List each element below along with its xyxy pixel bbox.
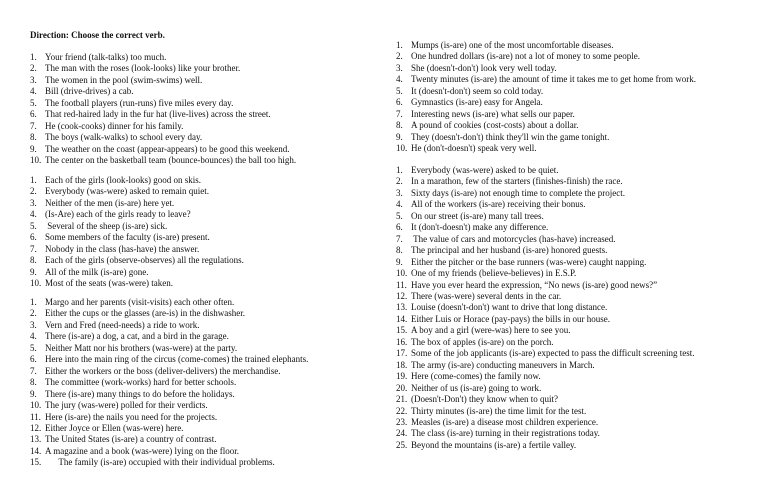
item-sentence: Louise (doesn't-don't) want to drive that long distance. — [411, 302, 608, 313]
item-sentence: The football players (run-runs) five miles every day. — [45, 97, 234, 108]
sentence-item — [30, 244, 244, 255]
item-sentence: Either Luis or Horace (pay-pays) the bills in our house. — [411, 313, 610, 324]
sentence-item — [396, 314, 695, 325]
item-sentence: Beyond the mountains (is-are) a fertile valley. — [411, 439, 577, 450]
item-number: 7. — [396, 233, 403, 244]
item-sentence: All of the milk (is-are) gone. — [45, 266, 149, 277]
sentence-item — [396, 120, 696, 131]
item-number: 10. — [30, 400, 42, 411]
item-sentence: Sixty days (is-are) not enough time to complete the project. — [411, 187, 625, 198]
item-sentence: The United States (is-are) a country of contrast. — [45, 434, 217, 445]
item-number: 6. — [30, 109, 37, 120]
item-number: 3. — [30, 197, 37, 208]
right-exercise-2 — [396, 165, 695, 451]
sentence-item — [396, 302, 695, 313]
sentence-item — [396, 143, 696, 154]
item-sentence: Each of the girls (observe-observes) all the regulations. — [45, 255, 244, 266]
item-sentence: Mumps (is-are) one of the most uncomfortable diseases. — [411, 40, 614, 50]
item-number: 2. — [30, 186, 37, 197]
item-sentence: The women in the pool (swim-swims) well. — [45, 74, 203, 85]
sentence-item — [396, 428, 695, 439]
sentence-item — [30, 267, 244, 278]
item-sentence: Either the cups or the glasses (are-is) in the dishwasher. — [45, 308, 245, 319]
item-number: 9. — [30, 143, 37, 154]
item-sentence: The principal and her husband (is-are) honored guests. — [411, 245, 608, 256]
sentence-item — [30, 320, 308, 331]
item-sentence: It (don't-doesn't) make any difference. — [411, 222, 549, 233]
sentence-item — [396, 245, 695, 256]
item-number: 1. — [30, 297, 37, 307]
item-number: 5. — [30, 220, 37, 231]
item-number: 7. — [30, 365, 37, 376]
item-number: 3. — [396, 187, 403, 198]
sentence-item — [30, 412, 308, 423]
sentence-item — [30, 155, 296, 166]
sentence-item — [396, 417, 695, 428]
sentence-item — [30, 354, 308, 365]
sentence-item — [396, 211, 695, 222]
item-number: 1. — [396, 165, 403, 175]
item-sentence: The jury (was-were) polled for their verdicts. — [45, 400, 208, 411]
right-exercise-1 — [396, 40, 696, 155]
item-sentence: Everybody (was-were) asked to be quiet. — [411, 165, 559, 175]
sentence-item — [396, 325, 695, 336]
item-sentence: The value of cars and motorcycles (has-have) increased. — [411, 233, 616, 244]
left-exercise-3 — [30, 297, 308, 469]
sentence-item — [30, 198, 244, 209]
item-sentence: Gymnastics (is-are) easy for Angela. — [411, 97, 543, 108]
item-number: 22. — [396, 405, 408, 416]
item-number: 5. — [396, 210, 403, 221]
sentence-item — [396, 165, 695, 176]
item-sentence: Most of the seats (was-were) taken. — [45, 278, 173, 289]
sentence-item — [30, 186, 244, 197]
item-number: 10. — [30, 155, 42, 166]
item-sentence: Twenty minutes (is-are) the amount of time it takes me to get home from work. — [411, 74, 697, 85]
item-sentence: Neither Matt nor his brothers (was-were) at the party. — [45, 342, 238, 353]
item-number: 15. — [30, 457, 42, 468]
item-number: 4. — [396, 199, 403, 210]
item-sentence: Some of the job applicants (is-are) expected to pass the difficult screening test. — [411, 348, 695, 359]
sentence-item — [396, 383, 695, 394]
sentence-item — [396, 268, 695, 279]
sentence-item — [30, 86, 296, 97]
item-number: 4. — [396, 74, 403, 85]
direction-heading: Direction: Choose the correct verb. — [30, 30, 165, 40]
item-sentence: (Is-Are) each of the girls ready to leave? — [45, 209, 191, 220]
item-sentence: The box of apples (is-are) on the porch. — [411, 336, 554, 347]
item-number: 7. — [30, 120, 37, 131]
item-sentence: Bill (drive-drives) a cab. — [45, 86, 134, 97]
sentence-item — [396, 371, 695, 382]
item-sentence: All of the workers (is-are) receiving their bonus. — [411, 199, 586, 210]
sentence-item — [30, 132, 296, 143]
sentence-item — [396, 188, 695, 199]
item-sentence: Interesting news (is-are) what sells our paper. — [411, 108, 575, 119]
item-number: 8. — [396, 120, 403, 131]
item-sentence: Here (come-comes) the family now. — [411, 371, 541, 382]
sentence-item — [396, 86, 696, 97]
left-exercise-1 — [30, 52, 296, 167]
item-number: 7. — [30, 243, 37, 254]
item-number: 3. — [30, 74, 37, 85]
sentence-item — [396, 199, 695, 210]
item-number: 12. — [30, 422, 42, 433]
item-sentence: Several of the sheep (is-are) sick. — [45, 220, 168, 231]
sentence-item — [30, 278, 244, 289]
item-sentence: Measles (is-are) a disease most children experience. — [411, 416, 599, 427]
sentence-item — [30, 121, 296, 132]
item-number: 4. — [30, 86, 37, 97]
sentence-item — [30, 98, 296, 109]
item-sentence: Everybody (was-were) asked to remain quiet. — [45, 186, 209, 197]
sentence-item — [396, 406, 695, 417]
item-sentence: Margo and her parents (visit-visits) each other often. — [45, 297, 235, 307]
item-number: 11. — [396, 279, 407, 290]
item-number: 5. — [30, 97, 37, 108]
item-number: 16. — [396, 336, 408, 347]
sentence-item — [396, 360, 695, 371]
item-number: 11. — [30, 411, 41, 422]
sentence-item — [30, 144, 296, 155]
item-sentence: Either the pitcher or the base runners (was-were) caught napping. — [411, 256, 647, 267]
item-sentence: She (doesn't-don't) look very well today. — [411, 62, 557, 73]
sentence-item — [30, 232, 244, 243]
item-sentence: Have you ever heard the expression, “No news (is-are) good news?” — [411, 279, 658, 290]
item-sentence: It (doesn't-don't) seem so cold today. — [411, 85, 544, 96]
item-number: 13. — [396, 302, 408, 313]
item-number: 3. — [396, 62, 403, 73]
sentence-item — [396, 257, 695, 268]
sentence-item — [396, 40, 696, 51]
sentence-item — [30, 400, 308, 411]
item-sentence: There (is-are) many things to do before the holidays. — [45, 388, 235, 399]
sentence-item — [396, 222, 695, 233]
item-number: 2. — [396, 51, 403, 62]
item-number: 21. — [396, 394, 408, 405]
sentence-item — [30, 389, 308, 400]
sentence-item — [396, 63, 696, 74]
item-sentence: The class (is-are) turning in their registrations today. — [411, 428, 600, 439]
item-sentence: Each of the girls (look-looks) good on skis. — [45, 175, 201, 185]
item-number: 19. — [396, 371, 408, 382]
item-number: 1. — [396, 40, 403, 50]
item-number: 6. — [396, 97, 403, 108]
item-sentence: The boys (walk-walks) to school every day. — [45, 132, 203, 143]
sentence-item — [30, 343, 308, 354]
sentence-item — [30, 377, 308, 388]
item-sentence: The weather on the coast (appear-appears) to be good this weekend. — [45, 143, 290, 154]
item-sentence: The family (is-are) occupied with their individual problems. — [45, 457, 275, 468]
item-number: 24. — [396, 428, 408, 439]
sentence-item — [396, 74, 696, 85]
item-sentence: Either Joyce or Ellen (was-were) here. — [45, 422, 184, 433]
sentence-item — [30, 457, 308, 468]
item-sentence: In a marathon, few of the starters (finishes-finish) the race. — [411, 176, 623, 187]
sentence-item — [396, 440, 695, 451]
item-sentence: Vern and Fred (need-needs) a ride to work. — [45, 319, 200, 330]
sentence-item — [396, 109, 696, 120]
item-sentence: Neither of the men (is-are) here yet. — [45, 197, 175, 208]
item-sentence: Either the workers or the boss (deliver-delivers) the merchandise. — [45, 365, 281, 376]
item-sentence: Nobody in the class (has-have) the answer. — [45, 243, 200, 254]
item-number: 8. — [30, 132, 37, 143]
item-number: 15. — [396, 325, 408, 336]
item-number: 9. — [396, 256, 403, 267]
item-sentence: One of my friends (believe-believes) in E.S.P. — [411, 268, 577, 279]
sentence-item — [30, 52, 296, 63]
sentence-item — [396, 234, 695, 245]
item-number: 5. — [396, 85, 403, 96]
sentence-item — [396, 97, 696, 108]
item-sentence: There (was-were) several dents in the car. — [411, 290, 562, 301]
item-number: 7. — [396, 108, 403, 119]
sentence-item — [30, 446, 308, 457]
item-sentence: Your friend (talk-talks) too much. — [45, 52, 167, 62]
item-sentence: Here into the main ring of the circus (come-comes) the trained elephants. — [45, 354, 309, 365]
left-exercise-2 — [30, 175, 244, 290]
sentence-item — [396, 348, 695, 359]
item-sentence: He (cook-cooks) dinner for his family. — [45, 120, 184, 131]
item-number: 17. — [396, 348, 408, 359]
item-number: 6. — [30, 232, 37, 243]
sentence-item — [30, 109, 296, 120]
item-number: 3. — [30, 319, 37, 330]
item-number: 9. — [30, 266, 37, 277]
item-number: 1. — [30, 52, 37, 62]
item-number: 4. — [30, 209, 37, 220]
item-number: 4. — [30, 331, 37, 342]
item-sentence: The army (is-are) conducting maneuvers in March. — [411, 359, 595, 370]
item-number: 1. — [30, 175, 37, 185]
sentence-item — [30, 75, 296, 86]
item-number: 23. — [396, 416, 408, 427]
item-number: 2. — [30, 63, 37, 74]
sentence-item — [30, 255, 244, 266]
item-sentence: They (doesn't-don't) think they'll win the game tonight. — [411, 131, 610, 142]
sentence-item — [30, 331, 308, 342]
item-number: 9. — [30, 388, 37, 399]
sentence-item — [396, 176, 695, 187]
item-sentence: The man with the roses (look-looks) like your brother. — [45, 63, 241, 74]
item-number: 12. — [396, 290, 408, 301]
item-sentence: The committee (work-works) hard for better schools. — [45, 377, 237, 388]
sentence-item — [396, 394, 695, 405]
sentence-item — [30, 63, 296, 74]
item-number: 10. — [396, 268, 408, 279]
item-sentence: Here (is-are) the nails you need for the projects. — [45, 411, 218, 422]
sentence-item — [30, 175, 244, 186]
item-number: 6. — [30, 354, 37, 365]
item-number: 20. — [396, 382, 408, 393]
item-number: 25. — [396, 439, 408, 450]
item-sentence: Thirty minutes (is-are) the time limit for the test. — [411, 405, 587, 416]
item-number: 2. — [30, 308, 37, 319]
sentence-item — [30, 297, 308, 308]
item-number: 5. — [30, 342, 37, 353]
item-number: 2. — [396, 176, 403, 187]
sentence-item — [30, 221, 244, 232]
item-number: 9. — [396, 131, 403, 142]
item-sentence: A pound of cookies (cost-costs) about a dollar. — [411, 120, 579, 131]
sentence-item — [30, 423, 308, 434]
item-number: 8. — [396, 245, 403, 256]
item-sentence: That red-haired lady in the fur hat (live-lives) across the street. — [45, 109, 271, 120]
item-sentence: The center on the basketball team (bounce-bounces) the ball too high. — [45, 155, 297, 166]
item-sentence: On our street (is-are) many tall trees. — [411, 210, 544, 221]
item-number: 18. — [396, 359, 408, 370]
item-sentence: (Doesn't-Don't) they know when to quit? — [411, 394, 558, 405]
sentence-item — [30, 209, 244, 220]
item-number: 14. — [396, 313, 408, 324]
item-number: 10. — [30, 278, 42, 289]
sentence-item — [396, 337, 695, 348]
item-sentence: A boy and a girl (were-was) here to see you. — [411, 325, 571, 336]
item-sentence: Some members of the faculty (is-are) present. — [45, 232, 210, 243]
sentence-item — [396, 51, 696, 62]
sentence-item — [396, 280, 695, 291]
item-number: 8. — [30, 377, 37, 388]
sentence-item — [396, 291, 695, 302]
item-sentence: Neither of us (is-are) going to work. — [411, 382, 542, 393]
sentence-item — [30, 366, 308, 377]
item-number: 6. — [396, 222, 403, 233]
item-number: 14. — [30, 445, 42, 456]
item-number: 10. — [396, 143, 408, 154]
item-number: 8. — [30, 255, 37, 266]
item-sentence: He (don't-doesn't) speak very well. — [411, 143, 537, 154]
item-number: 13. — [30, 434, 42, 445]
item-sentence: One hundred dollars (is-are) not a lot of money to some people. — [411, 51, 640, 62]
sentence-item — [30, 434, 308, 445]
sentence-item — [30, 308, 308, 319]
sentence-item — [396, 132, 696, 143]
item-sentence: There (is-are) a dog, a cat, and a bird in the garage. — [45, 331, 229, 342]
item-sentence: A magazine and a book (was-were) lying on the floor. — [45, 445, 239, 456]
